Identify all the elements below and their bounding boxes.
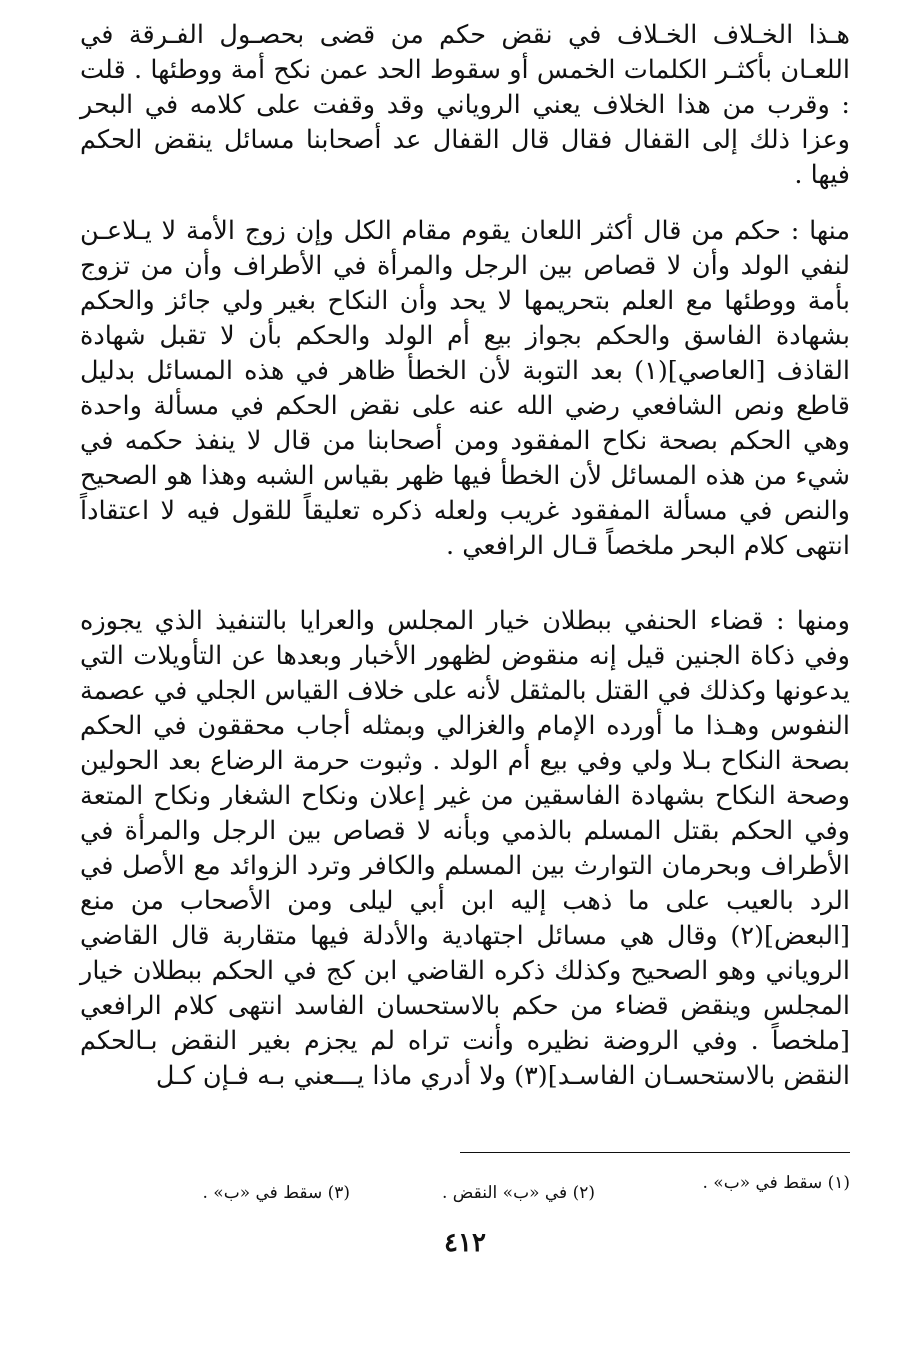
paragraph-3: ومنها : قضاء الحنفي ببطلان خيار المجلس والعرايا بالتنفيذ الذي يجوزه وفي ذكاة الجنين قيل إنه منقوض لظهور الأخبار وبعدها عن التأويلات التي يدعونها وكذلك في القتل بالمثقل لأنه على خلاف القياس الجلي في عصمة النفوس وهـذا ما أورده الإمام والغزالي وبمثله أجاب محققون في الحكم بصحة النكاح بـلا ولي وفي بيع أم الولد . وثبوت حرمة الرضاع بعد الحولين وصحة النكاح بشهادة الفاسقين من غير إعلان ونكاح الشغار ونكاح المتعة وفي الحكم بقتل المسلم بالذمي وبأنه لا قصاص بين الرجل والمرأة في الأطراف وبحرمان التوارث بين المسلم والكافر وترد الزوائد مع الأصل في الرد بالعيب على ما ذهب إليه ابن أبي ليلى ومن الأصحاب من منع [البعض](٢) وقال هي مسائل اجتهادية والأدلة فيها متقاربة قال القاضي الروياني وهو الصحيح وكذلك ذكره القاضي ابن كج في الحكم ببطلان خيار المجلس وينقض قضاء من حكم بالاستحسان الفاسد انتهى كلام الرافعي [ملخصاً . وفي الروضة نظيره وأنت تراه لم يجزم بغير النقض بـالحكم النقض بالاستحسـان الفاسـد](٣) ولا أدري ماذا يـــعني بـه فـإن كـل: [80, 606, 850, 1091]
footnote-1: (١) سقط في «ب» .: [702, 1173, 850, 1193]
paragraph-1: هـذا الخـلاف الخـلاف في نقض حكم من قضى بحصـول الفـرقة في اللعـان بأكثـر الكلمات الخمس أو سقوط الحد عمن نكح أمة ووطئها . قلت : وقرب من هذا الخلاف يعني الروياني وقد وقفت على كلامه في البحر وعزا ذلك إلى القفال فقال قال القفال عد أصحابنا مسائل ينقض الحكم فيها .: [80, 20, 850, 190]
footnotes: [80, 1160, 850, 1220]
paragraph-2: منها : حكم من قال أكثر اللعان يقوم مقام الكل وإن زوج الأمة لا يـلاعـن لنفي الولد وأن لا قصاص بين الرجل والمرأة في الأطراف وأن من تزوج بأمة ووطئها مع العلم بتحريمها لا يحد وأن النكاح بغير ولي جائز والحكم بشهادة الفاسق والحكم بجواز بيع أم الولد والحكم بأن لا تقبل شهادة القاذف [العاصي](١) بعد التوبة لأن الخطأ ظاهر في هذه المسائل بدليل قاطع ونص الشافعي رضي الله عنه على نقض الحكم في مسألة واحدة وهي الحكم بصحة نكاح المفقود ومن أصحابنا من قال لا ينفذ حكمه في شيء من هذه المسائل لأن الخطأ فيها ظهر بقياس الشبه وهذا هو الصحيح والنص في مسألة المفقود غريب ولعله ذكره تعليقاً للقول فيه لا اعتقاداً انتهى كلام البحر ملخصاً قـال الرافعي .: [80, 216, 850, 561]
footnote-2: (٢) في «ب» النقض .: [442, 1183, 595, 1203]
book-page: [80, 18, 850, 1338]
footnote-separator: [460, 1152, 850, 1153]
page-number: ٤١٢: [444, 1228, 486, 1258]
footnote-3: (٣) سقط في «ب» .: [202, 1183, 350, 1203]
